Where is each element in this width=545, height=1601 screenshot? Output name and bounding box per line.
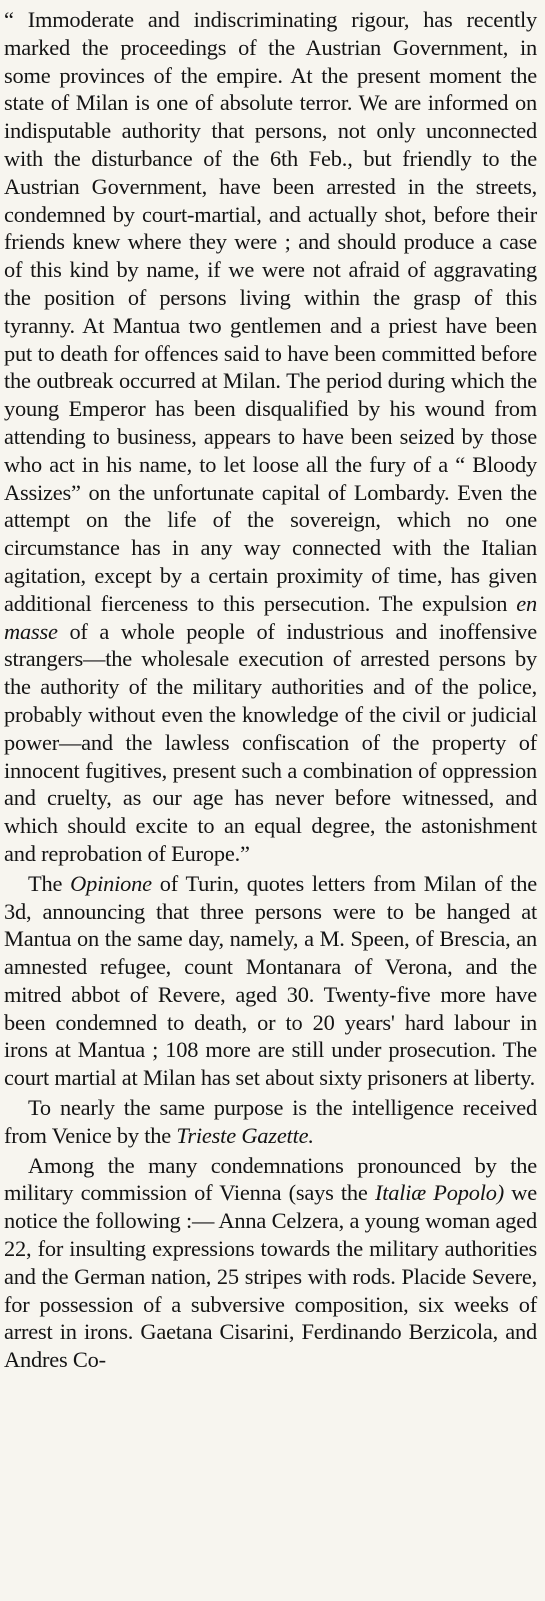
paragraph-2-text-b: of Turin, quotes letters from Milan of the 3d, announcing that three persons were to be hanged at Mantua on the same day, namely, a M. Speen, of Brescia, an amnested refugee, count Montanara of Verona, and the mitred abbot of Revere, aged 30. Twenty-five more have been condemned to death, or to 20 years' hard labour in irons at Mantua ; 108 more are still under prosecution. The court martial at Milan has set about sixty prisoners at liberty.	[4, 870, 537, 1091]
paragraph-4-text-b: we notice the following :— Anna Celzera, a young woman aged 22, for insulting expressions towards the military authorities and the German nation, 25 stripes with rods. Placide Severe, for possession of a subversive composition, six weeks of arrest in irons. Gaetana Cisarini, Ferdinando Berzicola, and Andres Co-	[4, 1180, 538, 1373]
paragraph-trieste	[4, 1094, 537, 1150]
paragraph-condemnations	[4, 1152, 537, 1374]
paragraph-3-italic: Trieste Gazette.	[176, 1122, 314, 1148]
paragraph-opinione	[4, 870, 537, 1092]
paragraph-4-text-a: Among the many condemnations pronounced by the military commission of Vienna (says the	[4, 1152, 537, 1206]
paragraph-1-text-b: of a whole people of industrious and inoffensive strangers—the wholesale execution of arrested persons by the authority of the military authorities and of the police, probably without even the knowledge of the civil or judicial power—and the lawless confiscation of the property of innocent fugitives, present such a combination of oppression and cruelty, as our age has never before witnessed, and which should excite to an equal degree, the astonishment and reprobation of Europe.”	[4, 618, 537, 866]
paragraph-2-text-a: The	[28, 870, 71, 896]
paragraph-1-text-a: “ Immoderate and indiscriminating rigour, has recently marked the proceedings of the Austrian Government, in some provinces of the empire. At the present moment the state of Milan is one of absolute terror. We are informed on indisputable authority that persons, not only unconnected with the disturbance of the 6th Feb., but friendly to the Austrian Government, have been arrested in the streets, condemned by court-martial, and actually shot, before their friends knew where they were ; and should produce a case of this kind by name, if we were not afraid of aggravating the position of persons living within the grasp of this tyranny. At Mantua two gentlemen and a priest have been put to death for offences said to have been committed before the outbreak occurred at Milan. The period during which the young Emperor has been disqualified by his wound from attending to business, appears to have been seized by those who act in his name, to let loose all the fury of a “ Bloody Assizes” on the unfortunate capital of Lombardy. Even the attempt on the life of the sovereign, which no one circumstance has in any way connected with the Italian agitation, except by a certain proximity of time, has given additional fierceness to this persecution. The expulsion	[4, 7, 537, 616]
paragraph-2-italic: Opinione	[70, 870, 152, 896]
paragraph-3-text-a: To nearly the same purpose is the intelligence received from Venice by the	[4, 1095, 537, 1148]
paragraph-4-italic: Italiæ Popolo)	[374, 1180, 505, 1206]
paragraph-1-italic: en masse	[4, 590, 537, 644]
paragraph-quotation	[4, 6, 537, 868]
